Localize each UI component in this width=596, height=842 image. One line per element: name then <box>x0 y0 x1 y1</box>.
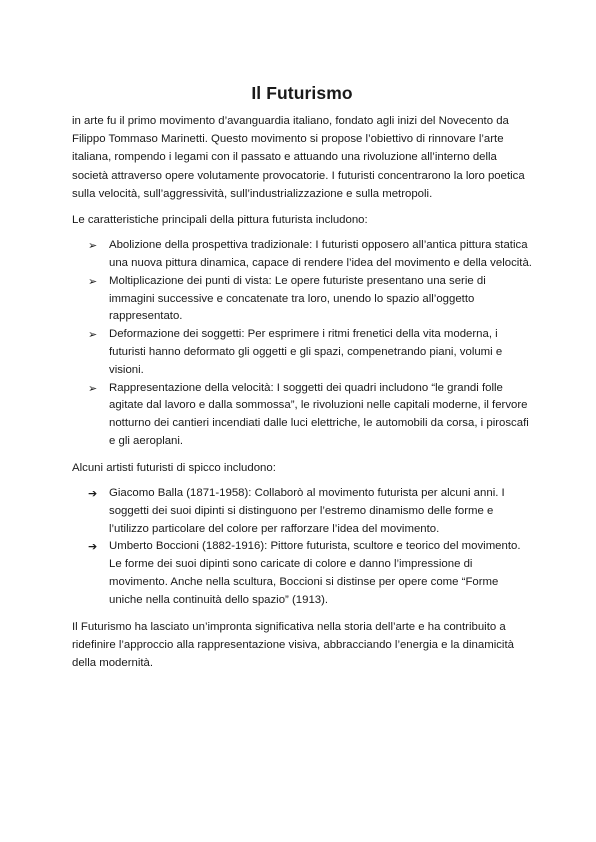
arrowhead-bullet-icon: ➢ <box>88 274 98 288</box>
characteristics-list <box>72 237 532 451</box>
list-item <box>72 237 532 273</box>
arrow-bullet-icon: ➔ <box>88 486 98 500</box>
list-item-text: Abolizione della prospettiva tradizionale: I futuristi opposero all’antica pittura statica una nuova pittura dinamica, capace di rendere l’idea del movimento e della velocità. <box>109 239 532 270</box>
arrowhead-bullet-icon: ➢ <box>88 239 98 253</box>
list-item-text: Deformazione dei soggetti: Per esprimere i ritmi frenetici della vita moderna, i futuristi hanno deformato gli oggetti e gli spazi, compenetrando piani, volumi e visioni. <box>109 328 503 376</box>
list-item <box>72 273 532 326</box>
artists-list <box>72 485 532 610</box>
arrowhead-bullet-icon: ➢ <box>88 381 98 395</box>
list-item-text: Giacomo Balla (1871-1958): Collaborò al movimento futurista per alcuni anni. I soggetti dei suoi dipinti si distinguono per l’estremo dinamismo delle forme e l’utilizzo particolare del colore per rafforzare l’idea del movimento. <box>109 486 505 535</box>
arrowhead-bullet-icon: ➢ <box>88 328 98 342</box>
list-item-text: Umberto Boccioni (1882-1916): Pittore futurista, scultore e teorico del movimento. Le forme dei suoi dipinti sono caricate di colore e danno l’impressione di movimento. Anche nella scultura, Boccioni si distinse per opere come “Forme uniche nella continuità dello spazio” (1913). <box>109 540 521 606</box>
document-title: Il Futurismo <box>251 83 353 103</box>
list-item <box>72 538 532 609</box>
list-item <box>72 380 532 451</box>
list-item-text: Rappresentazione della velocità: I soggetti dei quadri includono “le grandi folle agitate dal lavoro e dalla sommossa”, le rivoluzioni nelle capitali moderne, il fervore notturno dei cantieri incendiati dalle luci elettriche, le automobili da corsa, i piroscafi e gli aeroplani. <box>109 381 529 447</box>
intro-paragraph: in arte fu il primo movimento d’avanguardia italiano, fondato agli inizi del Novecento da Filippo Tommaso Marinetti. Questo movimento si propose l’obiettivo di rinnovare l’arte italiana, rompendo i legami con il passato e attuando una rivoluzione all’interno della società attraverso opere volutamente provocatorie. I futuristi concentrarono la loro poetica sulla velocità, sull’aggressività, sull’industrializzazione e sulla metropoli. <box>72 115 525 200</box>
list-item <box>72 485 532 538</box>
document-page <box>72 82 532 680</box>
arrow-bullet-icon: ➔ <box>88 540 98 554</box>
list-item-text: Moltiplicazione dei punti di vista: Le opere futuriste presentano una serie di immagini successive e concatenate tra loro, unendo lo spazio all’oggetto rappresentato. <box>109 274 486 323</box>
artists-intro: Alcuni artisti futuristi di spicco includono: <box>72 461 276 474</box>
characteristics-intro: Le caratteristiche principali della pittura futurista includono: <box>72 214 368 227</box>
conclusion-paragraph: Il Futurismo ha lasciato un’impronta significativa nella storia dell’arte e ha contribuito a ridefinire l’approccio alla rappresentazione visiva, abbracciando l’energia e la dinamicità della modernità. <box>72 620 514 669</box>
list-item <box>72 326 532 379</box>
